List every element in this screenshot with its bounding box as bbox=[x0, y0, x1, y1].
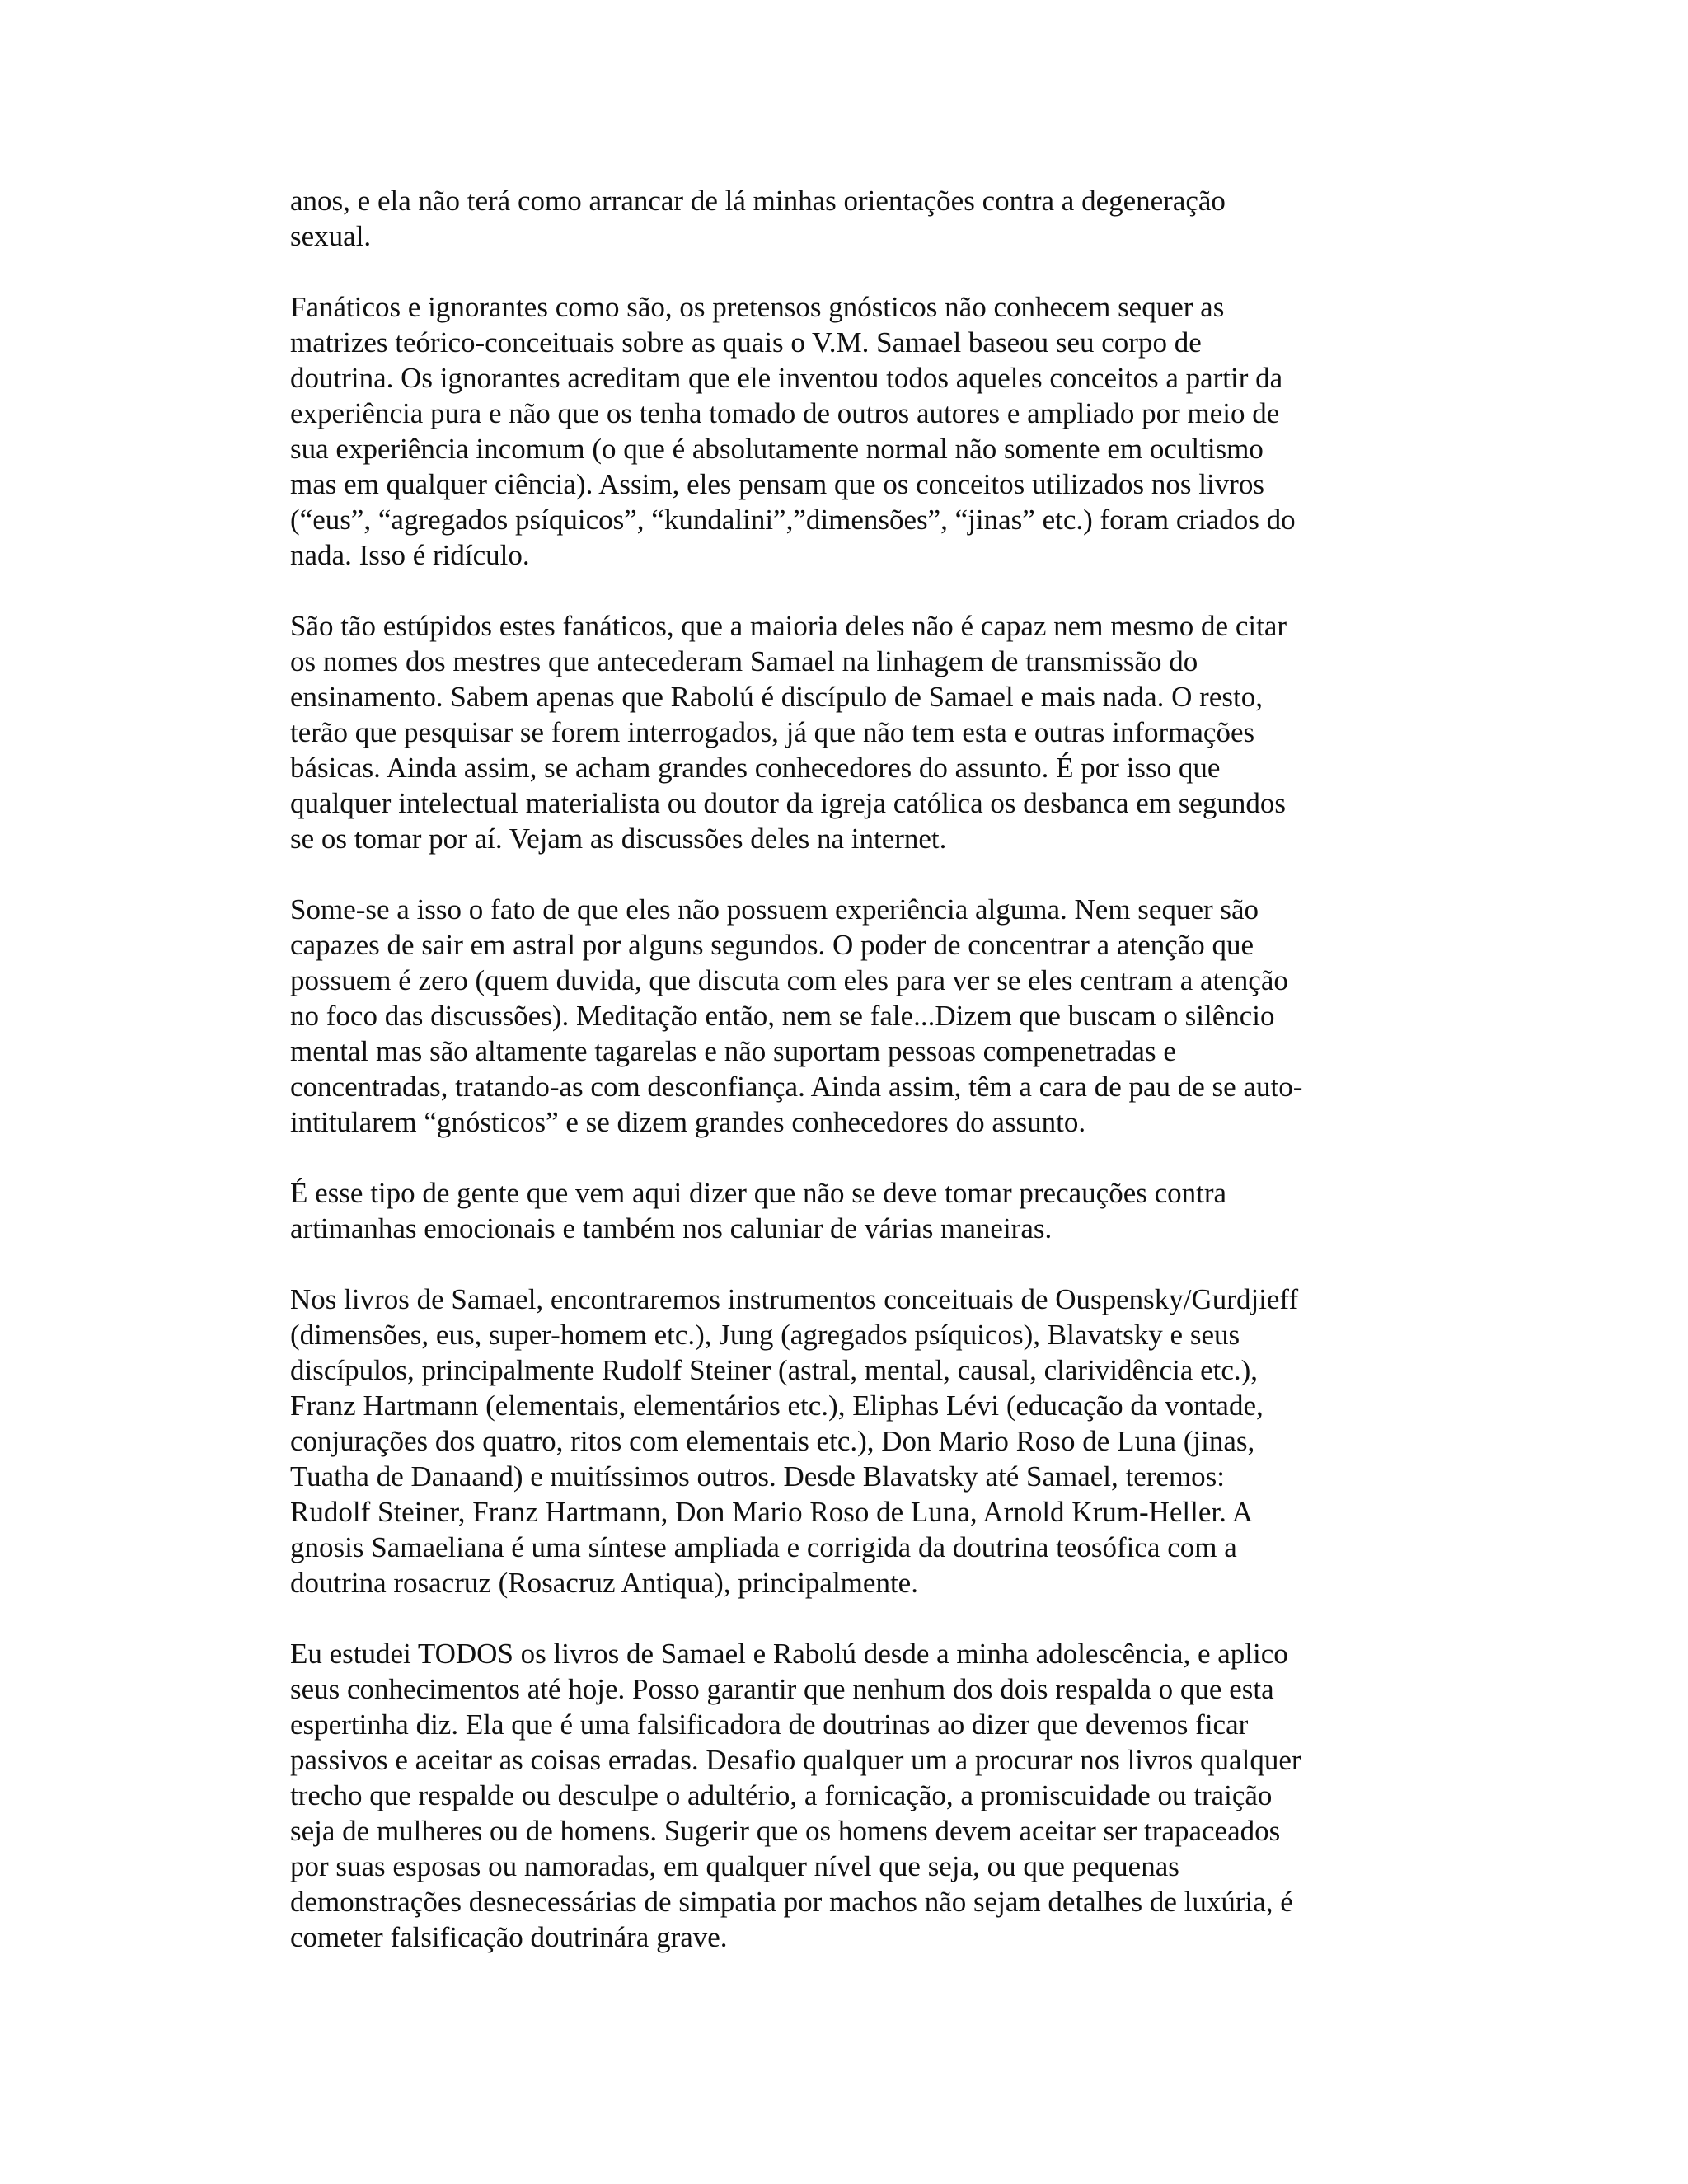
text-line: se os tomar por aí. Vejam as discussões deles na internet. bbox=[290, 823, 947, 855]
text-line: qualquer intelectual materialista ou doutor da igreja católica os desbanca em segundos bbox=[290, 787, 1287, 819]
text-line: intitularem “gnósticos” e se dizem grandes conhecedores do assunto. bbox=[290, 1106, 1086, 1138]
text-line: por suas esposas ou namoradas, em qualquer nível que seja, ou que pequenas bbox=[290, 1850, 1179, 1882]
text-line: passivos e aceitar as coisas erradas. Desafio qualquer um a procurar nos livros qualquer bbox=[290, 1744, 1301, 1776]
text-line: Franz Hartmann (elementais, elementários etc.), Eliphas Lévi (educação da vontade, bbox=[290, 1390, 1264, 1422]
text-line: mas em qualquer ciência). Assim, eles pensam que os conceitos utilizados nos livros bbox=[290, 468, 1264, 500]
text-line: seus conhecimentos até hoje. Posso garantir que nenhum dos dois respalda o que esta bbox=[290, 1673, 1274, 1705]
paragraph bbox=[290, 1282, 1378, 1601]
text-line: anos, e ela não terá como arrancar de lá minhas orientações contra a degeneração bbox=[290, 185, 1226, 217]
paragraph bbox=[290, 892, 1378, 1140]
text-line: demonstrações desnecessárias de simpatia por machos não sejam detalhes de luxúria, é bbox=[290, 1886, 1293, 1918]
text-line: básicas. Ainda assim, se acham grandes conhecedores do assunto. É por isso que bbox=[290, 752, 1221, 784]
text-line: Eu estudei TODOS os livros de Samael e Rabolú desde a minha adolescência, e aplico bbox=[290, 1638, 1288, 1670]
text-line: artimanhas emocionais e também nos caluniar de várias maneiras. bbox=[290, 1212, 1053, 1244]
text-line: seja de mulheres ou de homens. Sugerir que os homens devem aceitar ser trapaceados bbox=[290, 1815, 1281, 1847]
paragraph bbox=[290, 608, 1378, 856]
text-line: Fanáticos e ignorantes como são, os pretensos gnósticos não conhecem sequer as bbox=[290, 291, 1225, 323]
paragraph bbox=[290, 289, 1378, 573]
text-line: gnosis Samaeliana é uma síntese ampliada e corrigida da doutrina teosófica com a bbox=[290, 1531, 1237, 1563]
text-line: espertinha diz. Ela que é uma falsificadora de doutrinas ao dizer que devemos ficar bbox=[290, 1708, 1249, 1741]
text-line: discípulos, principalmente Rudolf Steiner (astral, mental, causal, clarividência etc.), bbox=[290, 1354, 1259, 1386]
text-line: Rudolf Steiner, Franz Hartmann, Don Mario Roso de Luna, Arnold Krum-Heller. A bbox=[290, 1496, 1253, 1528]
text-line: matrizes teórico-conceituais sobre as quais o V.M. Samael baseou seu corpo de bbox=[290, 326, 1202, 359]
document-body bbox=[290, 183, 1378, 1990]
text-line: ensinamento. Sabem apenas que Rabolú é discípulo de Samael e mais nada. O resto, bbox=[290, 681, 1263, 713]
text-line: cometer falsificação doutrinára grave. bbox=[290, 1921, 728, 1953]
text-line: possuem é zero (quem duvida, que discuta com eles para ver se eles centram a atenção bbox=[290, 964, 1288, 996]
text-line: capazes de sair em astral por alguns segundos. O poder de concentrar a atenção que bbox=[290, 929, 1254, 961]
text-line: mental mas são altamente tagarelas e não suportam pessoas compenetradas e bbox=[290, 1035, 1176, 1067]
paragraph bbox=[290, 183, 1378, 254]
text-line: (“eus”, “agregados psíquicos”, “kundalini”,”dimensões”, “jinas” etc.) foram criados do bbox=[290, 504, 1296, 536]
text-line: (dimensões, eus, super-homem etc.), Jung (agregados psíquicos), Blavatsky e seus bbox=[290, 1319, 1240, 1351]
text-line: experiência pura e não que os tenha tomado de outros autores e ampliado por meio de bbox=[290, 397, 1280, 429]
text-line: conjurações dos quatro, ritos com elementais etc.), Don Mario Roso de Luna (jinas, bbox=[290, 1425, 1255, 1457]
text-line: Nos livros de Samael, encontraremos instrumentos conceituais de Ouspensky/Gurdjieff bbox=[290, 1283, 1299, 1315]
text-line: no foco das discussões). Meditação então, nem se fale...Dizem que buscam o silêncio bbox=[290, 1000, 1275, 1032]
text-line: doutrina. Os ignorantes acreditam que ele inventou todos aqueles conceitos a partir da bbox=[290, 362, 1283, 394]
text-line: É esse tipo de gente que vem aqui dizer que não se deve tomar precauções contra bbox=[290, 1177, 1227, 1209]
text-line: trecho que respalde ou desculpe o adultério, a fornicação, a promiscuidade ou traição bbox=[290, 1779, 1273, 1811]
text-line: nada. Isso é ridículo. bbox=[290, 539, 530, 571]
text-line: São tão estúpidos estes fanáticos, que a maioria deles não é capaz nem mesmo de citar bbox=[290, 610, 1287, 642]
text-line: Tuatha de Danaand) e muitíssimos outros. Desde Blavatsky até Samael, teremos: bbox=[290, 1460, 1226, 1493]
paragraph bbox=[290, 1636, 1378, 1955]
text-line: Some-se a isso o fato de que eles não possuem experiência alguma. Nem sequer são bbox=[290, 893, 1259, 926]
paragraph bbox=[290, 1175, 1378, 1246]
text-line: concentradas, tratando-as com desconfiança. Ainda assim, têm a cara de pau de se auto- bbox=[290, 1071, 1303, 1103]
text-line: doutrina rosacruz (Rosacruz Antiqua), principalmente. bbox=[290, 1567, 918, 1599]
text-line: os nomes dos mestres que antecederam Samael na linhagem de transmissão do bbox=[290, 645, 1198, 677]
text-line: sexual. bbox=[290, 220, 372, 252]
text-line: terão que pesquisar se forem interrogados, já que não tem esta e outras informações bbox=[290, 716, 1255, 748]
text-line: sua experiência incomum (o que é absolutamente normal não somente em ocultismo bbox=[290, 433, 1264, 465]
